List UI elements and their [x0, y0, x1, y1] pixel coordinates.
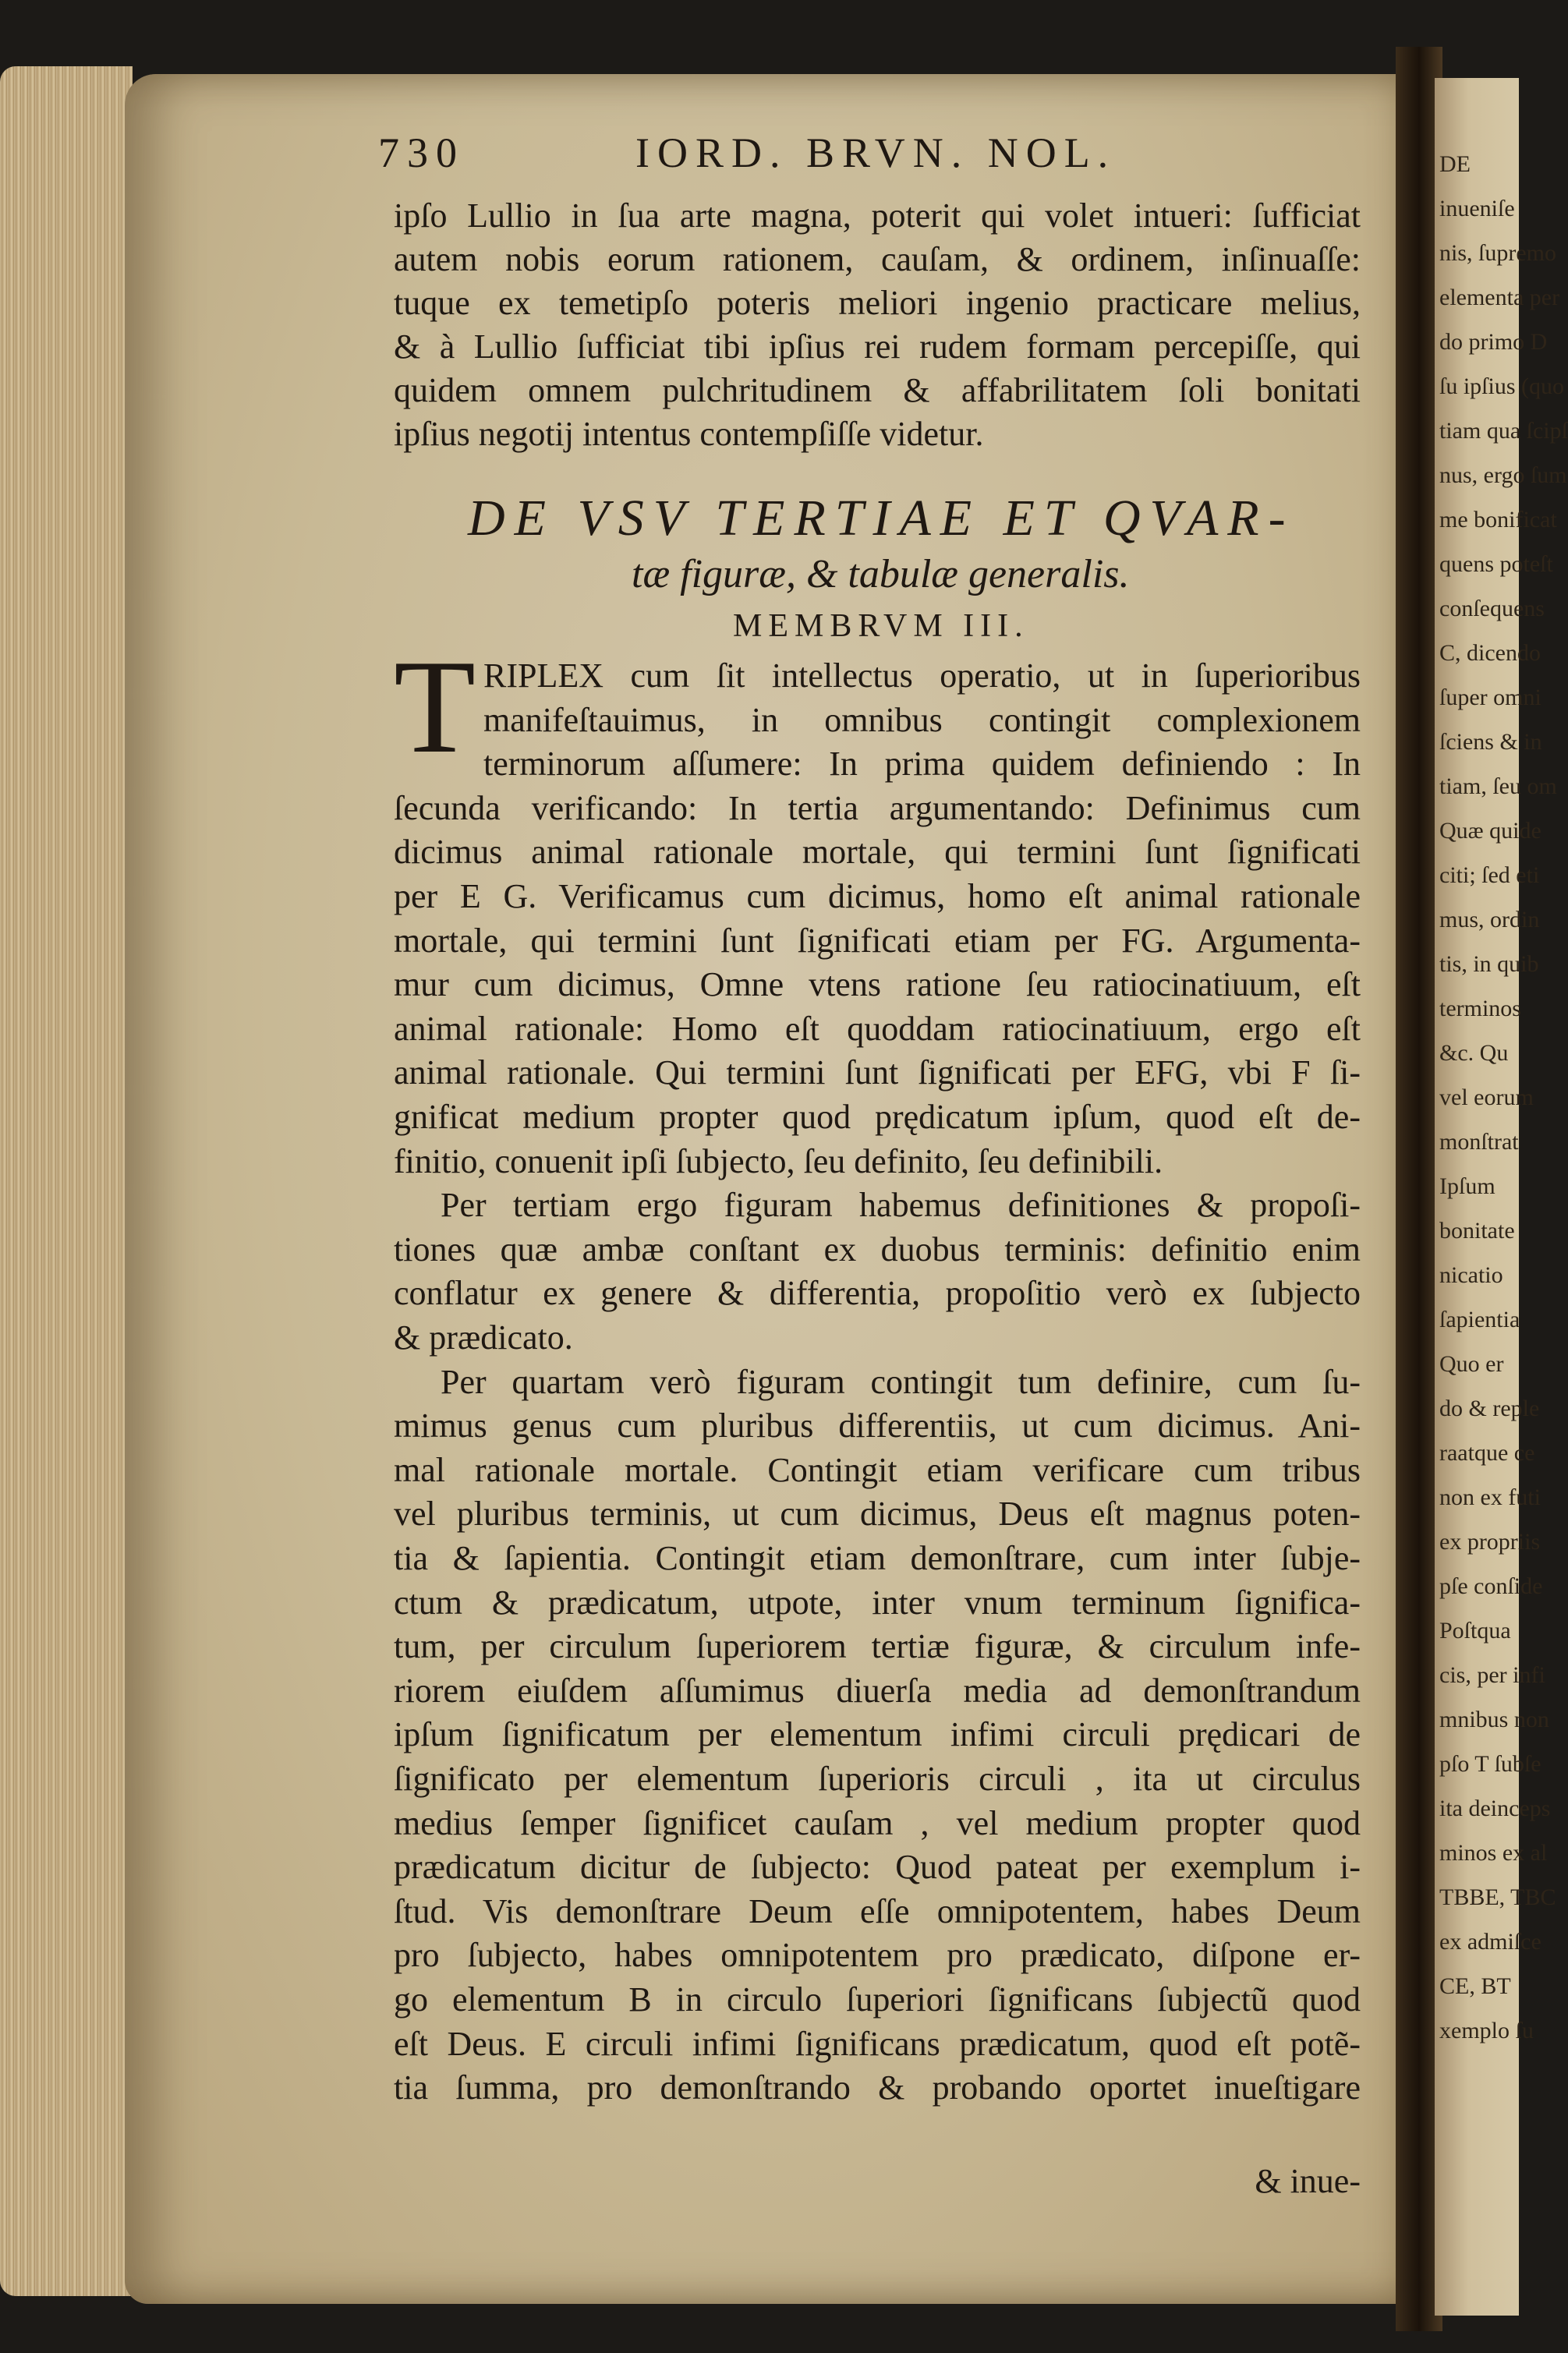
facing-page	[1435, 78, 1568, 2316]
drop-capital: T	[394, 633, 476, 781]
facing-text-fragment: conſequens	[1439, 596, 1545, 621]
text-line: animal rationale: Homo eſt quoddam ratiocinatiuum, ergo eſt	[394, 1010, 1361, 1048]
text-line: animal rationale. Qui termini ſunt ſignificati per EFG, vbi F ſi-	[394, 1053, 1361, 1092]
facing-text-fragment: bonitate	[1439, 1218, 1515, 1244]
text-line: tia ſumma, pro demonſtrando & probando oportet inueſtigare	[394, 2068, 1361, 2107]
facing-text-fragment: vel eorum	[1439, 1085, 1534, 1110]
section-subheading: tæ figuræ, & tabulæ generalis.	[632, 552, 1130, 596]
facing-text-fragment: Quo er	[1439, 1351, 1504, 1377]
facing-text-fragment: inueniſe	[1439, 196, 1515, 221]
facing-text-fragment: me bonificat	[1439, 507, 1557, 533]
text-line: go elementum B in circulo ſuperiori ſignificans ſubjectũ quod	[394, 1980, 1361, 2019]
facing-text-fragment: ex admiſce	[1439, 1929, 1541, 1955]
text-line: & prædicato.	[394, 1318, 573, 1357]
facing-text-fragment: cis, per infi	[1439, 1662, 1545, 1688]
facing-text-fragment: tiam qua ſcipſ	[1439, 418, 1568, 444]
facing-text-fragment: do primo D	[1439, 329, 1548, 355]
running-title: IORD. BRVN. NOL.	[635, 129, 1117, 176]
text-line: finitio, conuenit ipſi ſubjecto, ſeu definito, ſeu definibili.	[394, 1142, 1163, 1180]
facing-text-fragment: quens poteſt	[1439, 551, 1553, 577]
facing-text-fragment: ſuper omni	[1439, 685, 1541, 710]
text-line: ipſius negotij intentus contempſiſſe videtur.	[394, 415, 984, 453]
text-line: per E G. Verificamus cum dicimus, homo eſt animal rationale	[394, 877, 1361, 915]
facing-text-fragment: minos ex al	[1439, 1840, 1548, 1866]
facing-text-fragment: pſo T ſubſe	[1439, 1751, 1541, 1777]
text-line: conflatur ex genere & differentia, propoſitio verò ex ſubjecto	[394, 1274, 1361, 1312]
text-line: tum, per circulum ſuperiorem tertiæ figuræ, & circulum infe-	[394, 1627, 1361, 1665]
text-line: medius ſemper ſignificet cauſam , vel medium propter quod	[394, 1804, 1361, 1842]
facing-text-fragment: ſu ipſius (quo	[1439, 373, 1565, 399]
facing-text-fragment: DE	[1439, 151, 1471, 177]
text-line: prædicatum dicitur de ſubjecto: Quod pateat per exemplum i-	[394, 1848, 1361, 1886]
text-line: quidem omnem pulchritudinem & affabrilitatem ſoli bonitati	[394, 371, 1361, 409]
text-line: mortale, qui termini ſunt ſignificati etiam per FG. Argumenta-	[394, 922, 1361, 960]
section-member: MEMBRVM III.	[733, 608, 1029, 644]
facing-text-fragment: mus, ordin	[1439, 907, 1540, 932]
facing-text-fragment: non ex futi	[1439, 1484, 1541, 1510]
facing-text-fragment: ita deinceps	[1439, 1796, 1551, 1821]
text-line: tia & ſapientia. Contingit etiam demonſtrare, cum inter ſubje-	[394, 1539, 1361, 1577]
facing-text-fragment: TBBE, TBC	[1439, 1884, 1556, 1910]
text-line: eſt Deus. E circuli infimi ſignificans prædicatum, quod eſt potẽ-	[394, 2025, 1361, 2063]
text-line: ſtud. Vis demonſtrare Deum eſſe omnipotentem, habes Deum	[394, 1892, 1361, 1930]
facing-text-fragment: terminos	[1439, 996, 1521, 1021]
facing-text-fragment: raatque ce	[1439, 1440, 1535, 1466]
facing-text-fragment: monſtrat	[1439, 1129, 1519, 1155]
text-line: pro ſubjecto, habes omnipotentem pro prædicato, diſpone er-	[394, 1936, 1361, 1974]
facing-text-fragment: nicatio	[1439, 1262, 1503, 1288]
page-number: 730	[378, 129, 465, 176]
text-line: gnificat medium propter quod prędicatum ipſum, quod eſt de-	[394, 1098, 1361, 1136]
facing-text-fragment: Ipſum	[1439, 1173, 1495, 1199]
facing-text-fragment: C, dicendo	[1439, 640, 1541, 666]
text-line: mimus genus cum pluribus differentiis, ut cum dicimus. Ani-	[394, 1406, 1361, 1445]
facing-text-fragment: pſe conſide	[1439, 1573, 1543, 1599]
facing-text-fragment: tis, in quib	[1439, 951, 1539, 977]
facing-text-fragment: tiam, ſeu om	[1439, 773, 1557, 799]
text-line: vel pluribus terminis, ut cum dicimus, Deus eſt magnus poten-	[394, 1495, 1361, 1533]
text-line: dicimus animal rationale mortale, qui termini ſunt ſignificati	[394, 833, 1361, 871]
text-line: mur cum dicimus, Omne vtens ratione ſeu ratiocinatiuum, eſt	[394, 965, 1361, 1003]
facing-text-fragment: CE, BT	[1439, 1973, 1511, 1999]
text-line: riorem eiuſdem aſſumimus diuerſa media ad demonſtrandum	[394, 1672, 1361, 1710]
facing-text-fragment: elementa per	[1439, 285, 1560, 310]
facing-text-fragment: ſciens & in	[1439, 729, 1542, 755]
text-line: terminorum aſſumere: In prima quidem definiendo : In	[483, 745, 1361, 783]
facing-text-fragment: nus, ergo ſum	[1439, 462, 1567, 488]
text-line: ipſo Lullio in ſua arte magna, poterit qui volet intueri: ſufficiat	[394, 196, 1361, 235]
text-line: ipſum ſignificatum per elementum infimi circuli prędicari de	[394, 1715, 1361, 1753]
text-line: Per quartam verò figuram contingit tum definire, cum ſu-	[441, 1363, 1361, 1401]
text-line: tuque ex temetipſo poteris meliori ingenio practicare melius,	[394, 284, 1361, 322]
text-line: RIPLEX cum ſit intellectus operatio, ut in ſuperioribus	[483, 656, 1361, 695]
running-head	[378, 129, 1376, 183]
facing-text-fragment: ex propriis	[1439, 1529, 1541, 1555]
section-heading: DE VSV TERTIAE ET QVAR-	[468, 490, 1295, 547]
text-line: manifeſtauimus, in omnibus contingit complexionem	[483, 701, 1361, 739]
facing-text-fragment: do & reple	[1439, 1396, 1540, 1421]
facing-text-fragment: nis, ſupremo	[1439, 240, 1556, 266]
facing-text-fragment: Quæ quide	[1439, 818, 1541, 844]
text-line: Per tertiam ergo figuram habemus definitiones & propoſi-	[441, 1186, 1361, 1224]
facing-text-fragment: citi; ſed eti	[1439, 862, 1540, 888]
text-line: & à Lullio ſufficiat tibi ipſius rei rudem formam percepiſſe, qui	[394, 327, 1361, 366]
facing-text-fragment: ſapientia	[1439, 1307, 1520, 1332]
text-line: tiones quæ ambæ conſtant ex duobus terminis: definitio enim	[394, 1230, 1361, 1268]
text-line: ctum & prædicatum, utpote, inter vnum terminum ſignifica-	[394, 1583, 1361, 1622]
text-line: ſecunda verificando: In tertia argumentando: Definimus cum	[394, 789, 1361, 827]
catchword: & inue-	[1255, 2162, 1361, 2200]
facing-text-fragment: mnibus non	[1439, 1707, 1549, 1732]
facing-text-fragment: &c. Qu	[1439, 1040, 1509, 1066]
text-line: autem nobis eorum rationem, cauſam, & ordinem, inſinuaſſe:	[394, 240, 1361, 278]
text-line: ſignificato per elementum ſuperioris circuli , ita ut circulus	[394, 1760, 1361, 1798]
text-line: mal rationale mortale. Contingit etiam verificare cum tribus	[394, 1451, 1361, 1489]
facing-text-fragment: Poſtqua	[1439, 1618, 1511, 1644]
page-edges	[0, 66, 133, 2296]
facing-text-fragment: xemplo ſu	[1439, 2018, 1534, 2043]
